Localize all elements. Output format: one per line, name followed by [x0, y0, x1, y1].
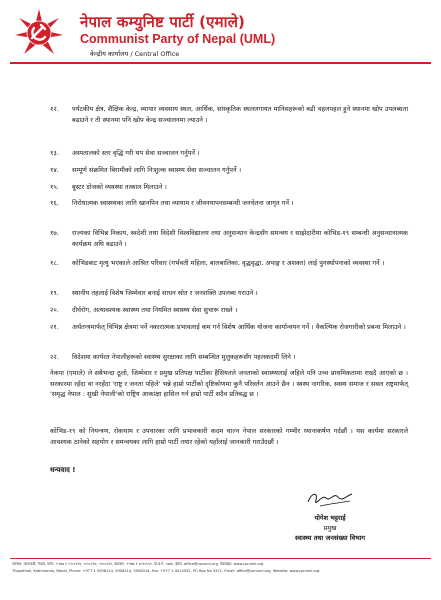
item-number: २१.: [50, 323, 59, 331]
item-text: अर्थतन्त्रमार्फत् विभिन्न क्षेत्रमा पर्ने नकारात्मक प्रभावलाई कम गर्न विशेष आर्थिक योजना कार्यान्वयन गर्ने । वैकल्पिक रोजगारीको प्रबन्ध मिलाउने ।: [72, 323, 406, 331]
footer-contact-english: Thapathali, Kathmandu, Nepal, Phone: +977 1 5908114, 5908214, 5908314, Fax: +977 1 4015592, PO Box No 5471, Email: office@cpnuml.org, Website: www.cpnuml.org: [12, 569, 320, 573]
signatory-title: प्रमुख: [323, 524, 337, 532]
statement-paragraph: नेकपा (एमाले) ले सबैभन्दा ठूलो, जिम्मेवार र प्रमुख प्रतिपक्ष पार्टीका हैसियतले जनताको स्वास्थ्यलाई जहिले पनि उच्च प्राथमिकतामा राख्दै आएको छ । सरकारमा रहँदा वा नरहँदा 'राष्ट्र र जनता पहिले' भन्ने हाम्रो पार्टीको दृष्टिकोणमा कुनै परिवर्तन आउने छैन । स्वस्थ नागरिक, स्वस्थ समाज र सबल राष्ट्रमार्फत् 'समृद्ध नेपाल : सुखी नेपाली'को राष्ट्रिय आकांक्षा हासिल गर्न हाम्रो पार्टी सदैव प्रतिबद्ध छ ।: [50, 369, 408, 398]
item-text: सम्पूर्ण संक्रमित बिरामीको लागि निःशुल्क स्वास्थ्य सेवा सञ्चालन गर्नुपर्ने ।: [72, 166, 242, 174]
item-text: निरोधात्मक स्वास्थ्यका लागि खानपिन तथा व्यायाम र जीवनयापनसम्बन्धी जनचेतना जागृत गर्ने ।: [72, 199, 294, 207]
item-text: विदेशमा कार्यरत नेपालीहरूको स्वास्थ्य सुरक्षाका लागि सम्बन्धित मुलुकहरूसँग पहलकदमी लिने ।: [72, 353, 296, 361]
item-text: स्थानीय तहलाई विशेष जिम्मेवार बनाई साधन स्रोत र जनशक्ति उपलब्ध गराउने ।: [72, 289, 258, 297]
item-text: दीर्घरोग, अत्यावश्यक स्वास्थ्य तथा नियमित स्वास्थ्य सेवा सुचारू राख्ने ।: [72, 306, 238, 314]
party-name-english: Communist Party of Nepal (UML): [80, 32, 276, 46]
item-text: बुस्टर डोजको व्यवस्था तत्काल मिलाउने ।: [72, 183, 167, 191]
signature-icon: [300, 488, 360, 512]
item-number: २२.: [50, 353, 59, 361]
statement-paragraph: कोभिड-१९ को नियन्त्रण, रोकथाम र उपचारका लागि प्रभावकारी कदम चाल्न नेपाल सरकारको गम्भीर ध्यानाकर्षण गर्दछौं । यस कार्यमा सरकारले आवश्यक ठानेको सहयोग र समन्वयका लागि हाम्रो पार्टी तयार रहेको यहाँलाई जानकारी गराउँदछौं ।: [50, 427, 408, 446]
item-number: १२.: [50, 105, 59, 113]
closing-thanks: धन्यवाद !: [50, 466, 76, 474]
party-star-logo-icon: [14, 8, 64, 58]
footer-divider: [10, 558, 431, 559]
footer-contact-nepali: च्यासल, काठमाडौं, नेपाल, फोन: +९७७ १ ५९०८११४, ५९०८२१४, ५९०८३१४, फ्याक्स: +९७७ १ ४०१५५९२, पो.ब.नं. ५४७१, ईमेल: office@cpnuml.org, वेबसाइट: www.cpnuml.org: [12, 562, 264, 566]
item-number: १९.: [50, 289, 59, 297]
item-text: पर्यटकीय क्षेत्र, शैक्षिक केन्द्र, व्यापार व्यवसाय स्थल, आर्थिक, सांस्कृतिक स्थललगायत मानिसहरूको बढी चहलपहल हुने स्थानमा खोप उपलब्धता बढाउने र ती स्थानमा पनि खोप केन्द्र सञ्चालनमा ल्याउने ।: [72, 105, 408, 124]
item-text: राज्यका विभिन्न निकाय, स्वदेशी तथा विदेशी विश्वविद्यालय तथा अनुसन्धान केन्द्रसँग समन्वय र साझेदारीमा कोभिड-१९ सम्बन्धी अनुसन्धानात्मक कार्यक्रम अघि बढाउने ।: [72, 229, 408, 248]
office-label: केन्द्रीय कार्यालय / Central Office: [90, 50, 180, 58]
item-number: २०.: [50, 306, 59, 314]
letterhead: [0, 0, 441, 62]
item-number: १६.: [50, 199, 59, 207]
item-number: १५.: [50, 183, 59, 191]
item-number: १४.: [50, 166, 59, 174]
item-text: अस्पतालको स्तर वृद्धि गरी थप सेवा सञ्चालन गर्नुपर्ने ।: [72, 149, 200, 157]
party-name-nepali: नेपाल कम्युनिष्ट पार्टी (एमाले): [80, 13, 246, 31]
item-text: कोभिडबाट मृत्यु भएकाले आश्रित परिवार (गर्भवती महिला, बालबालिका, वृद्धवृद्धा, अपाङ्ग र अशक्त) लाई पुनर्स्थापनाको व्यवस्था गर्ने ।: [72, 259, 385, 267]
signatory-department: स्वास्थ्य तथा जनसंख्या विभाग: [294, 534, 366, 542]
header-divider: [10, 62, 431, 64]
item-number: १८.: [50, 259, 59, 267]
signatory-name: योगेश भट्टराई: [314, 514, 346, 522]
item-number: १३.: [50, 149, 59, 157]
item-number: १७.: [50, 229, 59, 237]
